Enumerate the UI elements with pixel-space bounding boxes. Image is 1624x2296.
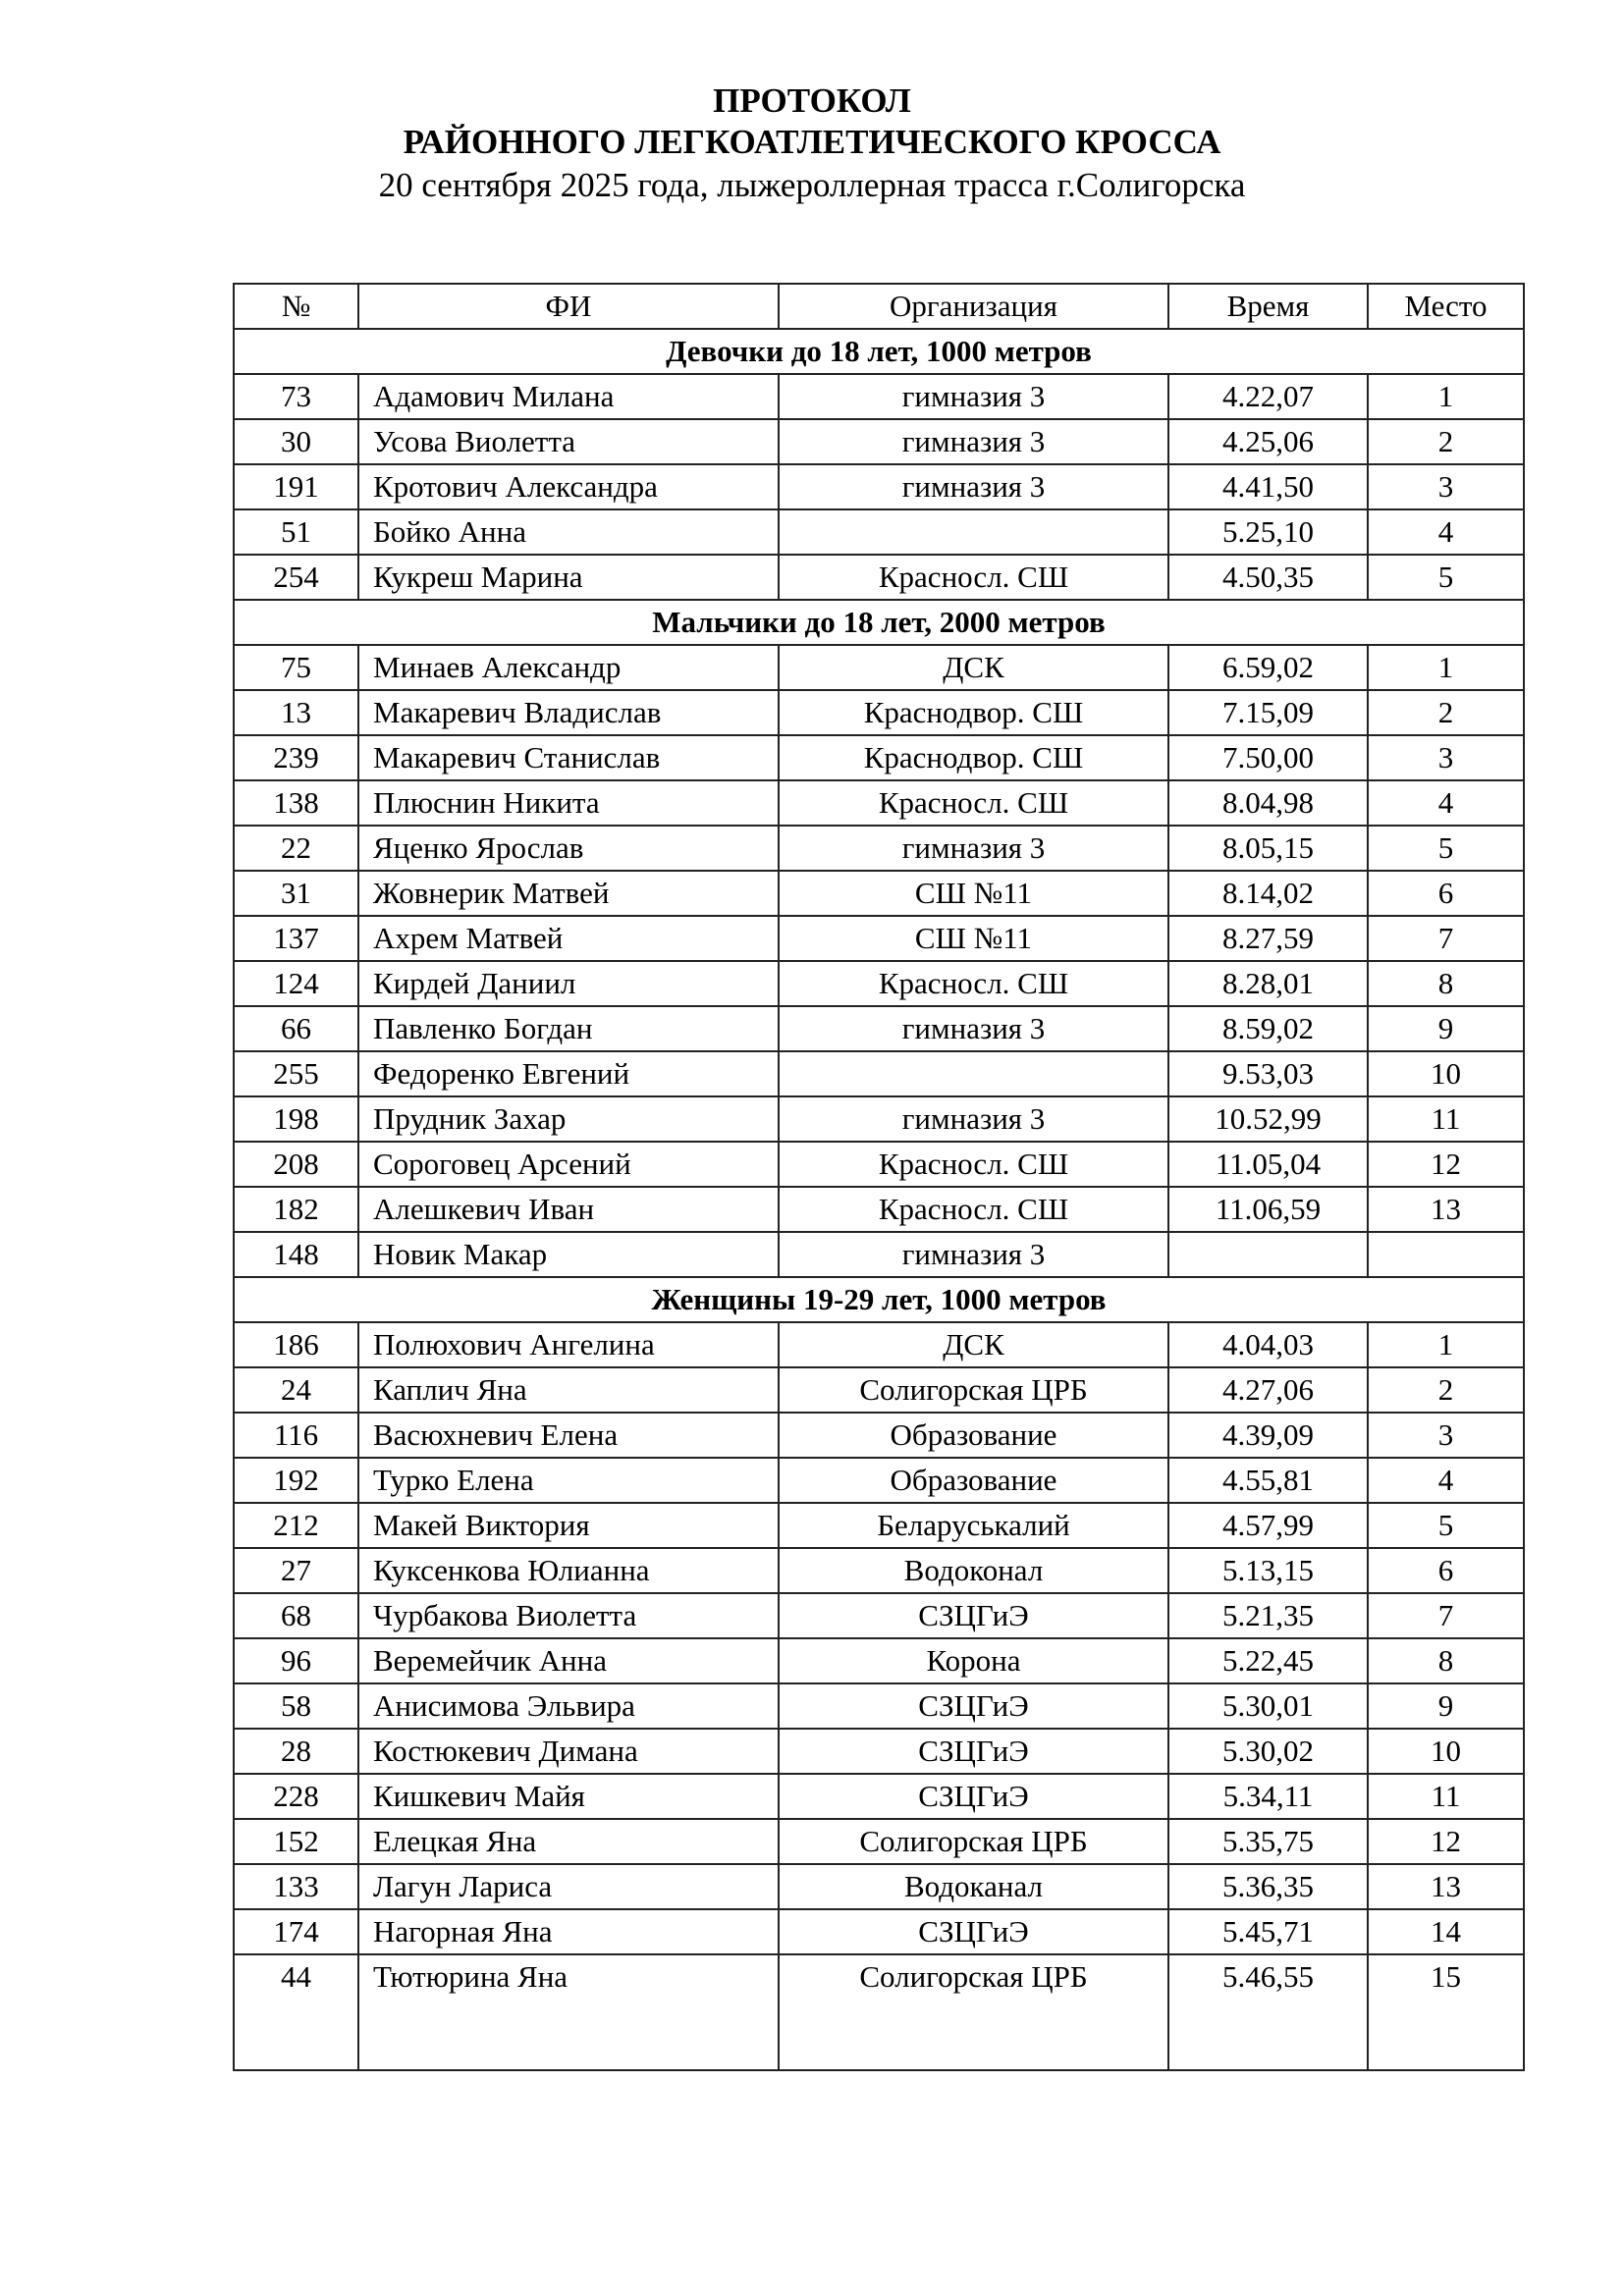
cell-time: 11.05,04: [1168, 1142, 1368, 1187]
table-row: [234, 1006, 1524, 1051]
results-table: [233, 283, 1525, 2071]
table-header-row: [234, 284, 1524, 329]
table-row: [234, 1548, 1524, 1593]
cell-organization: Водоконал: [779, 1548, 1168, 1593]
cell-athlete-name: Кукреш Марина: [358, 555, 779, 600]
cell-bib-number: 133: [234, 1864, 358, 1909]
table-row: [234, 1729, 1524, 1774]
cell-athlete-name: Новик Макар: [358, 1232, 779, 1277]
column-header-name: ФИ: [358, 284, 779, 329]
cell-time: 5.36,35: [1168, 1864, 1368, 1909]
cell-place: 6: [1368, 1548, 1524, 1593]
cell-time: 5.30,02: [1168, 1729, 1368, 1774]
cell-organization: Водоканал: [779, 1864, 1168, 1909]
cell-organization: Образование: [779, 1458, 1168, 1503]
cell-time: 9.53,03: [1168, 1051, 1368, 1096]
cell-athlete-name: Яценко Ярослав: [358, 826, 779, 871]
cell-place: [1368, 1232, 1524, 1277]
cell-time: 8.27,59: [1168, 916, 1368, 961]
cell-bib-number: 239: [234, 735, 358, 780]
table-row: [234, 1232, 1524, 1277]
table-row: [234, 1909, 1524, 1954]
cell-time: 5.25,10: [1168, 509, 1368, 555]
cell-organization: гимназия 3: [779, 826, 1168, 871]
cell-bib-number: 58: [234, 1683, 358, 1729]
cell-time: 5.22,45: [1168, 1638, 1368, 1683]
cell-bib-number: 30: [234, 419, 358, 464]
results-body: [234, 329, 1524, 2070]
table-row: [234, 826, 1524, 871]
cell-organization: СЗЦГиЭ: [779, 1774, 1168, 1819]
table-row: [234, 374, 1524, 419]
cell-bib-number: 124: [234, 961, 358, 1006]
group-title: Девочки до 18 лет, 1000 метров: [234, 329, 1524, 374]
cell-athlete-name: Кирдей Даниил: [358, 961, 779, 1006]
cell-organization: [779, 1051, 1168, 1096]
cell-place: 8: [1368, 961, 1524, 1006]
cell-bib-number: 27: [234, 1548, 358, 1593]
cell-organization: Образование: [779, 1413, 1168, 1458]
cell-athlete-name: Макаревич Станислав: [358, 735, 779, 780]
cell-time: 4.22,07: [1168, 374, 1368, 419]
cell-place: 13: [1368, 1187, 1524, 1232]
cell-bib-number: 31: [234, 871, 358, 916]
column-header-organization: Организация: [779, 284, 1168, 329]
cell-time: 5.46,55: [1168, 1954, 1368, 2070]
cell-time: 5.21,35: [1168, 1593, 1368, 1638]
cell-place: 2: [1368, 1367, 1524, 1413]
cell-bib-number: 51: [234, 509, 358, 555]
cell-bib-number: 254: [234, 555, 358, 600]
cell-organization: ДСК: [779, 1322, 1168, 1367]
cell-organization: Красносл. СШ: [779, 555, 1168, 600]
cell-athlete-name: Лагун Лариса: [358, 1864, 779, 1909]
cell-athlete-name: Макей Виктория: [358, 1503, 779, 1548]
cell-place: 4: [1368, 1458, 1524, 1503]
cell-place: 1: [1368, 1322, 1524, 1367]
table-row: [234, 1819, 1524, 1864]
cell-place: 1: [1368, 645, 1524, 690]
table-row: [234, 961, 1524, 1006]
document-title: ПРОТОКОЛ: [713, 81, 911, 120]
table-row: [234, 419, 1524, 464]
cell-place: 2: [1368, 690, 1524, 735]
cell-organization: Корона: [779, 1638, 1168, 1683]
cell-place: 8: [1368, 1638, 1524, 1683]
cell-bib-number: 116: [234, 1413, 358, 1458]
cell-organization: гимназия 3: [779, 374, 1168, 419]
cell-bib-number: 208: [234, 1142, 358, 1187]
cell-organization: Красносл. СШ: [779, 1187, 1168, 1232]
cell-bib-number: 137: [234, 916, 358, 961]
cell-place: 5: [1368, 1503, 1524, 1548]
cell-bib-number: 22: [234, 826, 358, 871]
table-row: [234, 464, 1524, 509]
group-title: Мальчики до 18 лет, 2000 метров: [234, 600, 1524, 645]
cell-athlete-name: Куксенкова Юлианна: [358, 1548, 779, 1593]
cell-organization: Солигорская ЦРБ: [779, 1819, 1168, 1864]
cell-time: 11.06,59: [1168, 1187, 1368, 1232]
cell-place: 3: [1368, 735, 1524, 780]
cell-organization: гимназия 3: [779, 464, 1168, 509]
cell-organization: Беларуськалий: [779, 1503, 1168, 1548]
table-row: [234, 509, 1524, 555]
table-row: [234, 1954, 1524, 2070]
cell-place: 10: [1368, 1729, 1524, 1774]
cell-organization: СЗЦГиЭ: [779, 1593, 1168, 1638]
cell-time: 7.15,09: [1168, 690, 1368, 735]
cell-athlete-name: Костюкевич Димана: [358, 1729, 779, 1774]
cell-bib-number: 152: [234, 1819, 358, 1864]
cell-bib-number: 198: [234, 1096, 358, 1142]
cell-athlete-name: Федоренко Евгений: [358, 1051, 779, 1096]
table-row: [234, 735, 1524, 780]
cell-organization: СЗЦГиЭ: [779, 1909, 1168, 1954]
cell-bib-number: 44: [234, 1954, 358, 2070]
cell-time: 10.52,99: [1168, 1096, 1368, 1142]
table-row: [234, 780, 1524, 826]
table-row: [234, 916, 1524, 961]
cell-athlete-name: Минаев Александр: [358, 645, 779, 690]
cell-time: 4.50,35: [1168, 555, 1368, 600]
cell-athlete-name: Макаревич Владислав: [358, 690, 779, 735]
table-row: [234, 871, 1524, 916]
table-row: [234, 1096, 1524, 1142]
table-row: [234, 1367, 1524, 1413]
cell-athlete-name: Анисимова Эльвира: [358, 1683, 779, 1729]
cell-place: 5: [1368, 826, 1524, 871]
group-header-row: [234, 600, 1524, 645]
cell-bib-number: 75: [234, 645, 358, 690]
cell-organization: гимназия 3: [779, 1006, 1168, 1051]
cell-bib-number: 68: [234, 1593, 358, 1638]
cell-athlete-name: Кишкевич Майя: [358, 1774, 779, 1819]
cell-place: 14: [1368, 1909, 1524, 1954]
table-row: [234, 1051, 1524, 1096]
cell-athlete-name: Усова Виолетта: [358, 419, 779, 464]
cell-time: 4.57,99: [1168, 1503, 1368, 1548]
cell-time: 8.28,01: [1168, 961, 1368, 1006]
cell-bib-number: 96: [234, 1638, 358, 1683]
cell-athlete-name: Нагорная Яна: [358, 1909, 779, 1954]
cell-time: 7.50,00: [1168, 735, 1368, 780]
cell-time: 5.13,15: [1168, 1548, 1368, 1593]
cell-athlete-name: Сороговец Арсений: [358, 1142, 779, 1187]
cell-athlete-name: Турко Елена: [358, 1458, 779, 1503]
cell-bib-number: 255: [234, 1051, 358, 1096]
table-row: [234, 1187, 1524, 1232]
cell-place: 11: [1368, 1774, 1524, 1819]
group-header-row: [234, 329, 1524, 374]
cell-place: 3: [1368, 464, 1524, 509]
cell-athlete-name: Павленко Богдан: [358, 1006, 779, 1051]
cell-athlete-name: Адамович Милана: [358, 374, 779, 419]
cell-organization: гимназия 3: [779, 1096, 1168, 1142]
cell-time: 4.39,09: [1168, 1413, 1368, 1458]
cell-athlete-name: Кротович Александра: [358, 464, 779, 509]
cell-place: 3: [1368, 1413, 1524, 1458]
cell-athlete-name: Чурбакова Виолетта: [358, 1593, 779, 1638]
cell-time: [1168, 1232, 1368, 1277]
cell-time: 4.04,03: [1168, 1322, 1368, 1367]
cell-organization: Краснодвор. СШ: [779, 690, 1168, 735]
table-row: [234, 1864, 1524, 1909]
cell-bib-number: 192: [234, 1458, 358, 1503]
table-row: [234, 1142, 1524, 1187]
cell-organization: ДСК: [779, 645, 1168, 690]
cell-bib-number: 66: [234, 1006, 358, 1051]
cell-athlete-name: Елецкая Яна: [358, 1819, 779, 1864]
cell-organization: Солигорская ЦРБ: [779, 1954, 1168, 2070]
cell-athlete-name: Алешкевич Иван: [358, 1187, 779, 1232]
cell-place: 4: [1368, 780, 1524, 826]
cell-organization: СЗЦГиЭ: [779, 1729, 1168, 1774]
cell-bib-number: 24: [234, 1367, 358, 1413]
cell-time: 8.14,02: [1168, 871, 1368, 916]
cell-place: 9: [1368, 1683, 1524, 1729]
cell-bib-number: 228: [234, 1774, 358, 1819]
group-title: Женщины 19-29 лет, 1000 метров: [234, 1277, 1524, 1322]
cell-time: 6.59,02: [1168, 645, 1368, 690]
cell-organization: гимназия 3: [779, 1232, 1168, 1277]
document-title-event: РАЙОННОГО ЛЕГКОАТЛЕТИЧЕСКОГО КРОССА: [403, 123, 1221, 161]
column-header-place: Место: [1368, 284, 1524, 329]
table-row: [234, 1638, 1524, 1683]
cell-athlete-name: Васюхневич Елена: [358, 1413, 779, 1458]
table-row: [234, 690, 1524, 735]
cell-athlete-name: Веремейчик Анна: [358, 1638, 779, 1683]
cell-time: 5.30,01: [1168, 1683, 1368, 1729]
cell-bib-number: 174: [234, 1909, 358, 1954]
table-row: [234, 645, 1524, 690]
cell-time: 8.59,02: [1168, 1006, 1368, 1051]
cell-time: 4.55,81: [1168, 1458, 1368, 1503]
cell-athlete-name: Ахрем Матвей: [358, 916, 779, 961]
cell-place: 7: [1368, 1593, 1524, 1638]
cell-time: 5.45,71: [1168, 1909, 1368, 1954]
cell-place: 1: [1368, 374, 1524, 419]
cell-organization: Солигорская ЦРБ: [779, 1367, 1168, 1413]
cell-time: 4.25,06: [1168, 419, 1368, 464]
cell-athlete-name: Плюснин Никита: [358, 780, 779, 826]
cell-bib-number: 13: [234, 690, 358, 735]
cell-place: 11: [1368, 1096, 1524, 1142]
cell-bib-number: 186: [234, 1322, 358, 1367]
cell-bib-number: 191: [234, 464, 358, 509]
cell-organization: СЗЦГиЭ: [779, 1683, 1168, 1729]
cell-organization: Красносл. СШ: [779, 961, 1168, 1006]
cell-bib-number: 138: [234, 780, 358, 826]
table-row: [234, 555, 1524, 600]
cell-place: 5: [1368, 555, 1524, 600]
column-header-time: Время: [1168, 284, 1368, 329]
cell-organization: Краснодвор. СШ: [779, 735, 1168, 780]
cell-place: 2: [1368, 419, 1524, 464]
cell-time: 5.34,11: [1168, 1774, 1368, 1819]
column-header-number: №: [234, 284, 358, 329]
cell-place: 6: [1368, 871, 1524, 916]
cell-place: 4: [1368, 509, 1524, 555]
cell-organization: Красносл. СШ: [779, 780, 1168, 826]
table-row: [234, 1503, 1524, 1548]
cell-time: 8.04,98: [1168, 780, 1368, 826]
cell-organization: СШ №11: [779, 871, 1168, 916]
cell-organization: Красносл. СШ: [779, 1142, 1168, 1187]
cell-athlete-name: Каплич Яна: [358, 1367, 779, 1413]
cell-organization: [779, 509, 1168, 555]
cell-time: 4.27,06: [1168, 1367, 1368, 1413]
table-row: [234, 1683, 1524, 1729]
table-row: [234, 1322, 1524, 1367]
cell-bib-number: 73: [234, 374, 358, 419]
cell-place: 7: [1368, 916, 1524, 961]
cell-bib-number: 212: [234, 1503, 358, 1548]
cell-place: 15: [1368, 1954, 1524, 2070]
cell-organization: СШ №11: [779, 916, 1168, 961]
cell-place: 12: [1368, 1819, 1524, 1864]
cell-place: 10: [1368, 1051, 1524, 1096]
cell-athlete-name: Тютюрина Яна: [358, 1954, 779, 2070]
group-header-row: [234, 1277, 1524, 1322]
cell-organization: гимназия 3: [779, 419, 1168, 464]
table-row: [234, 1774, 1524, 1819]
document-subtitle-date-location: 20 сентября 2025 года, лыжероллерная трасса г.Солигорска: [378, 166, 1246, 204]
cell-bib-number: 28: [234, 1729, 358, 1774]
cell-athlete-name: Жовнерик Матвей: [358, 871, 779, 916]
cell-time: 8.05,15: [1168, 826, 1368, 871]
cell-athlete-name: Полюхович Ангелина: [358, 1322, 779, 1367]
cell-time: 5.35,75: [1168, 1819, 1368, 1864]
cell-bib-number: 148: [234, 1232, 358, 1277]
cell-place: 12: [1368, 1142, 1524, 1187]
table-row: [234, 1458, 1524, 1503]
cell-athlete-name: Бойко Анна: [358, 509, 779, 555]
cell-place: 13: [1368, 1864, 1524, 1909]
cell-bib-number: 182: [234, 1187, 358, 1232]
cell-time: 4.41,50: [1168, 464, 1368, 509]
table-row: [234, 1593, 1524, 1638]
cell-athlete-name: Прудник Захар: [358, 1096, 779, 1142]
document-header: [0, 80, 1624, 208]
table-row: [234, 1413, 1524, 1458]
cell-place: 9: [1368, 1006, 1524, 1051]
